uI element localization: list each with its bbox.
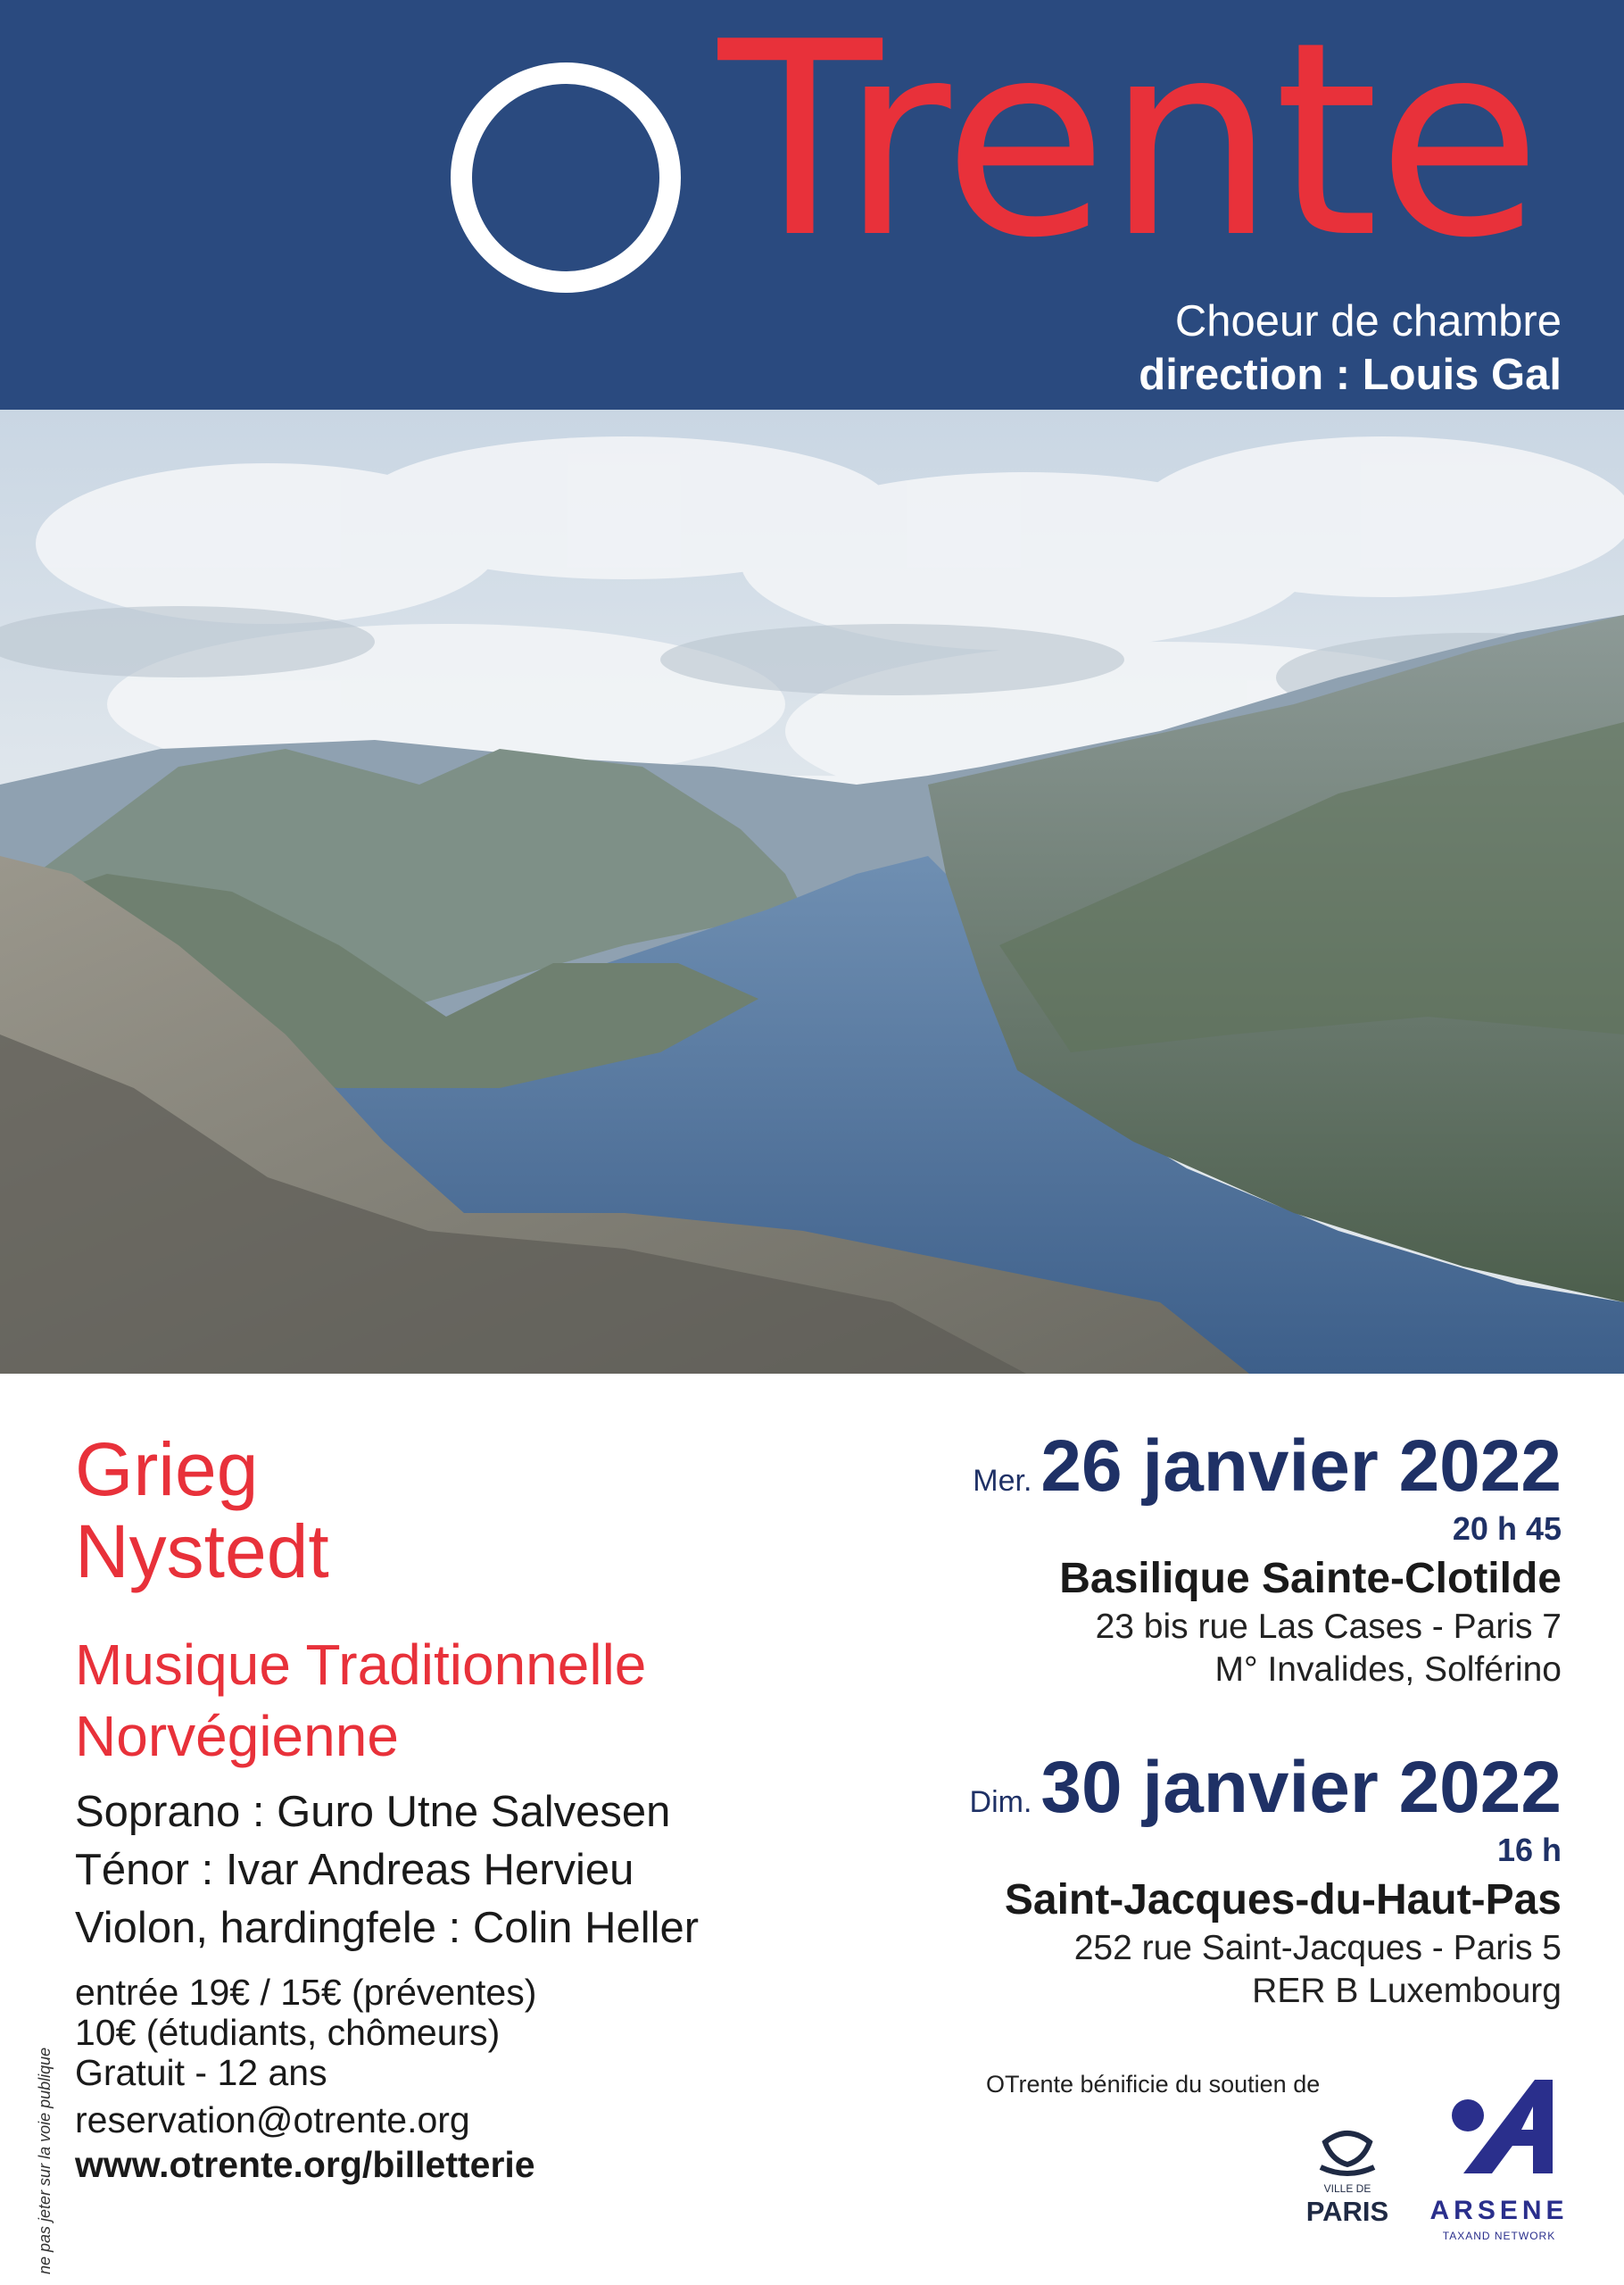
composer-nystedt: Nystedt (75, 1509, 329, 1593)
arsene-subtext: TAXAND NETWORK (1442, 2230, 1556, 2242)
music-title-line-1: Musique Traditionnelle (75, 1633, 647, 1697)
performer-soprano: Soprano : Guro Utne Salvesen (75, 1788, 671, 1836)
concert-1-day: Mer. (973, 1464, 1032, 1498)
concert-1-date-line (973, 1424, 1562, 1509)
concert-1 (973, 1424, 1562, 1691)
header-subtitle (1139, 295, 1562, 402)
header-banner (0, 0, 1624, 410)
sponsor-note: OTrente bénificie du soutien de (986, 2071, 1321, 2098)
concert-2-venue: Saint-Jacques-du-Haut-Pas (1004, 1876, 1562, 1924)
paris-small-text: VILLE DE (1323, 2182, 1371, 2195)
reservation-email[interactable]: reservation@otrente.org (75, 2099, 470, 2140)
arsene-logo (1428, 2071, 1570, 2249)
paris-ship-icon (1285, 2115, 1410, 2196)
performer-tenor: Ténor : Ivar Andreas Hervieu (75, 1846, 634, 1894)
music-title (75, 1629, 646, 1772)
paris-text: PARIS (1305, 2196, 1389, 2227)
concert-2-date: 30 janvier 2022 (1040, 1747, 1562, 1828)
arsene-mark-icon (1428, 2071, 1570, 2187)
concert-2-time: 16 h (1496, 1832, 1562, 1868)
choir-type: Choeur de chambre (1174, 297, 1562, 345)
concert-1-venue: Basilique Sainte-Clotilde (1059, 1555, 1562, 1602)
contact-info (75, 2098, 535, 2187)
logo-trente-text: Trente (718, 0, 1540, 296)
composer-grieg: Grieg (75, 1427, 259, 1511)
ville-de-paris-logo (1285, 2115, 1410, 2231)
concert-2-transport: RER B Luxembourg (1252, 1972, 1562, 2010)
composers (75, 1428, 329, 1592)
fjord-photo (0, 410, 1624, 1374)
performers-list (75, 1785, 699, 1959)
concert-1-date: 26 janvier 2022 (1040, 1425, 1562, 1507)
performer-violin: Violon, hardingfele : Colin Heller (75, 1904, 700, 1952)
concert-2-day: Dim. (969, 1785, 1032, 1819)
concert-2 (970, 1745, 1562, 2013)
concert-2-address: 252 rue Saint-Jacques - Paris 5 (1073, 1929, 1562, 1967)
concert-1-time: 20 h 45 (1452, 1510, 1562, 1547)
concert-1-transport: M° Invalides, Solférino (1214, 1650, 1562, 1689)
logo-o-circle (451, 62, 681, 293)
arsene-text: ARSENE (1429, 2196, 1569, 2225)
price-line-3: Gratuit - 12 ans (75, 2052, 327, 2093)
concert-1-address: 23 bis rue Las Cases - Paris 7 (1095, 1608, 1562, 1646)
price-line-2: 10€ (étudiants, chômeurs) (75, 2012, 501, 2053)
director-credit: direction : Louis Gal (1139, 351, 1562, 399)
concert-2-date-line (970, 1745, 1562, 1831)
ticketing-website[interactable]: www.otrente.org/billetterie (75, 2144, 535, 2185)
price-line-1: entrée 19€ / 15€ (préventes) (75, 1972, 537, 2013)
litter-notice: ne pas jeter sur la voie publique (36, 2047, 54, 2274)
pricing (75, 1973, 536, 2093)
music-title-line-2: Norvégienne (75, 1704, 399, 1768)
